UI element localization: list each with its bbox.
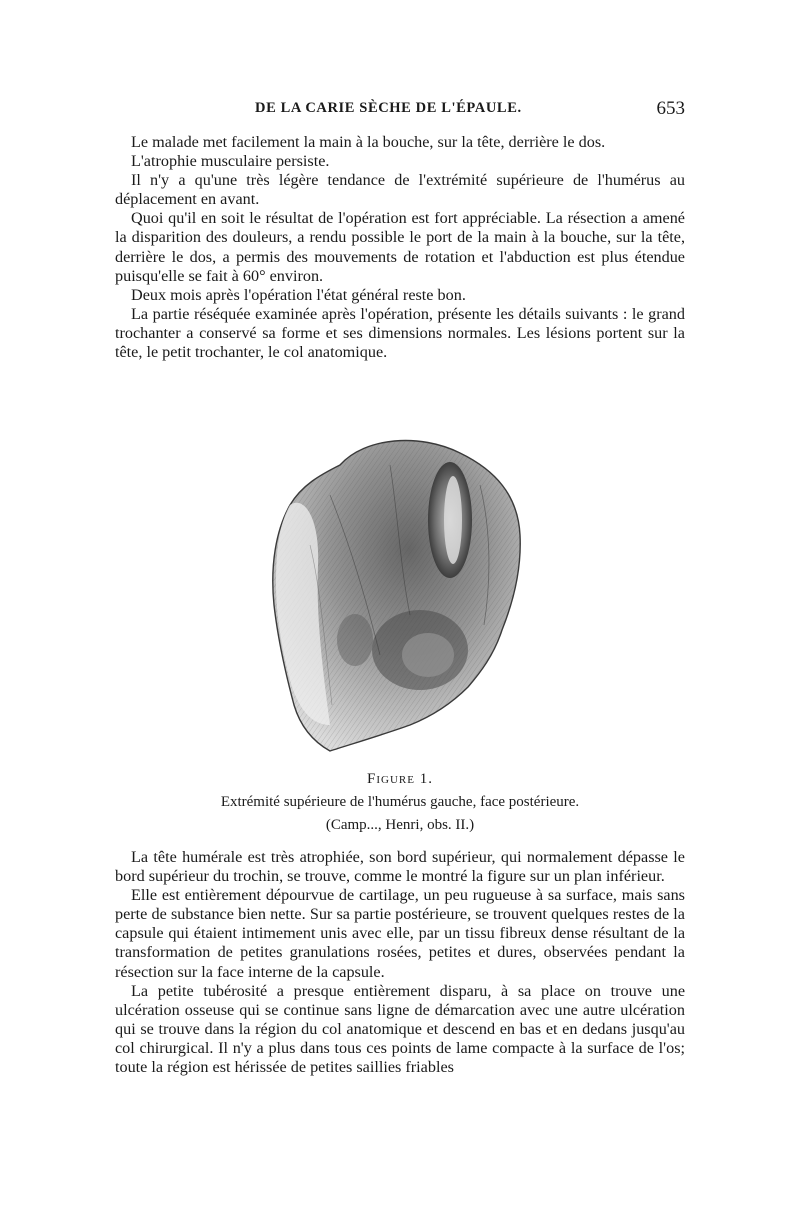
figure-source: (Camp..., Henri, obs. II.) <box>325 817 475 833</box>
paragraph: Elle est entièrement dépourvue de cartilage, un peu rugueuse à sa surface, mais sans perte de substance bien nette. Sur sa partie postérieure, se trouvent quelques restes de la capsule qui étaient intimement unis avec elle, par un tissu fibreux dense résultant de la transformation de petites granulations rosées, petites et dures, observées pendant la résection sur la face interne de la capsule. <box>115 886 685 981</box>
paragraph: La partie réséquée examinée après l'opération, présente les détails suivants : le grand trochanter a conservé sa forme et ses dimensions normales. Les lésions portent sur la tête, le petit trochanter, le col anatomique. <box>115 304 685 362</box>
body-text-bottom <box>115 848 685 1077</box>
paragraph: Quoi qu'il en soit le résultat de l'opération est fort appréciable. La résection a amené la disparition des douleurs, a rendu possible le port de la main à la bouche, sur la tête, derrière le dos, a permis des mouvements de rotation et l'abduction est plus étendue puisqu'elle se fait à 60° environ. <box>115 209 685 285</box>
paragraph: Il n'y a qu'une très légère tendance de l'extrémité supérieure de l'humérus au déplacement en avant. <box>115 171 685 209</box>
paragraph: La tête humérale est très atrophiée, son bord supérieur, qui normalement dépasse le bord supérieur du trochin, se trouve, comme le montré la figure sur un plan inférieur. <box>115 848 685 886</box>
page-number: 653 <box>656 98 685 119</box>
paragraph: L'atrophie musculaire persiste. <box>131 152 330 171</box>
paragraph: La petite tubérosité a presque entièrement disparu, à sa place on trouve une ulcération osseuse qui se continue sans ligne de démarcation avec une autre ulcération qui se trouve dans la région du col anatomique et descend en bas et en dedans jusqu'au col chirurgical. Il n'y a plus dans tous ces points de lame compacte à la surface de l'os; toute la région est hérissée de petites saillies friables <box>115 981 685 1077</box>
body-text-top <box>115 133 685 362</box>
figure-label: Figure 1. <box>367 771 433 787</box>
humerus-illustration <box>270 425 530 755</box>
running-head <box>115 98 685 120</box>
paragraph: Le malade met facilement la main à la bouche, sur la tête, derrière le dos. <box>131 133 606 151</box>
paragraph: Deux mois après l'opération l'état général reste bon. <box>131 285 466 304</box>
running-title: DE LA CARIE SÈCHE DE L'ÉPAULE. <box>255 100 522 116</box>
figure-description: Extrémité supérieure de l'humérus gauche, face postérieure. <box>220 794 580 810</box>
